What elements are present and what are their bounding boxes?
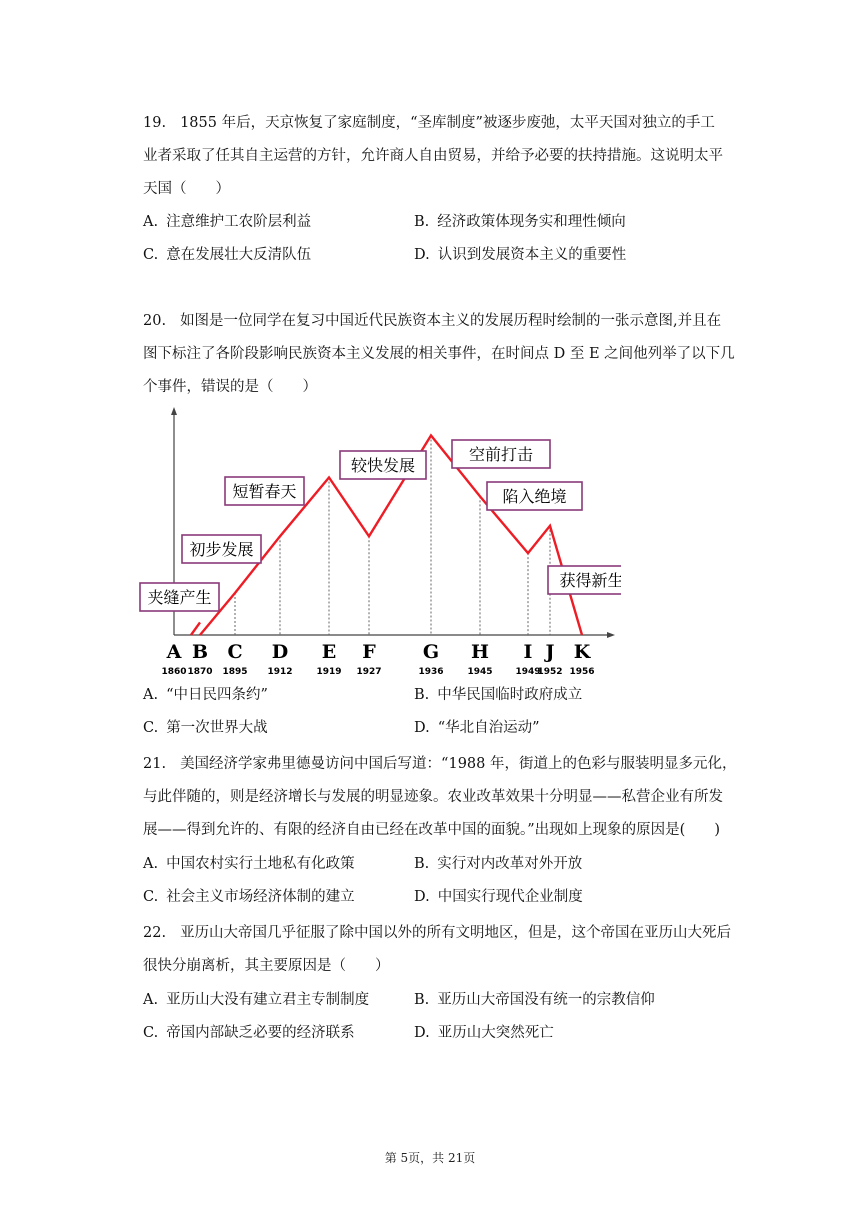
option-a[interactable]: A. 亚历山大没有建立君主专制制度 [143,992,370,1008]
question-22-stem [143,917,753,983]
stage-label: 获得新生 [559,571,621,590]
option-b[interactable]: B. 实行对内改革对外开放 [414,856,583,872]
option-c[interactable]: C. 帝国内部缺乏必要的经济联系 [143,1025,355,1041]
stem-line: 如图是一位同学在复习中国近代民族资本主义的发展历程时绘制的一张示意图,并且在 [180,313,722,329]
point-year: 1870 [187,667,213,677]
stem-line: 图下标注了各阶段影响民族资本主义发展的相关事件，在时间点 D 至 E 之间他列举了以下几 [143,346,735,362]
stage-label: 初步发展 [189,540,254,559]
stem-line: 展——得到允许的、有限的经济自由已经在改革中国的面貌。”出现如上现象的原因是( ) [143,822,720,838]
option-a[interactable]: A. 中国农村实行土地私有化政策 [143,856,355,872]
question-number: 22. [143,925,167,941]
question-21-stem [143,748,753,847]
option-b[interactable]: B. 经济政策体现务实和理性倾向 [414,214,626,230]
stem-line: 很快分崩离析，其主要原因是（ ） [143,958,390,974]
point-letter-I: I [523,641,533,663]
stem-line: 个事件，错误的是（ ） [143,379,317,395]
stem-line: 美国经济学家弗里德曼访问中国后写道：“1988 年，街道上的色彩与服装明显多元化， [180,756,737,772]
chart-svg [139,405,621,680]
stage-label: 较快发展 [350,456,416,475]
question-number: 19. [143,115,167,131]
point-year: 1895 [222,667,248,677]
stem-line: 与此伴随的，则是经济增长与发展的明显迹象。农业改革效果十分明显——私营企业有所发 [143,789,723,805]
option-d[interactable]: D. 亚历山大突然死亡 [414,1025,554,1041]
question-number: 20. [143,313,167,329]
y-axis-arrow [171,407,177,415]
option-c[interactable]: C. 社会主义市场经济体制的建立 [143,889,355,905]
stem-line: 1855 年后，天京恢复了家庭制度，“圣库制度”被逐步废弛，太平天国对独立的手工 [180,115,715,131]
point-letter-E: E [321,641,337,663]
stem-line: 业者采取了任其自主运营的方针，允许商人自由贸易，并给予必要的扶持措施。这说明太平 [143,148,723,164]
question-20-stem [143,305,753,404]
option-d[interactable]: D. 中国实行现代企业制度 [414,889,583,905]
page-footer: 第 5页，共 21页 [384,1151,476,1165]
point-letter-F: F [362,641,376,663]
point-year: 1952 [537,667,563,677]
option-c[interactable]: C. 第一次世界大战 [143,720,268,736]
option-d[interactable]: D. “华北自治运动” [414,720,540,736]
question-20-options [143,679,763,745]
point-letter-J: J [545,641,555,663]
point-year: 1919 [316,667,342,677]
option-c[interactable]: C. 意在发展壮大反清队伍 [143,247,312,263]
question-number: 21. [143,756,167,772]
stem-line: 天国（ ） [143,181,230,197]
point-letter-H: H [471,641,489,663]
option-d[interactable]: D. 认识到发展资本主义的重要性 [414,247,627,263]
point-year: 1912 [267,667,293,677]
question-22-options [143,984,763,1050]
point-letter-C: C [227,641,243,663]
stage-label: 空前打击 [468,445,534,464]
point-letter-B: B [191,641,209,663]
question-19-stem [143,107,753,206]
point-year: 1956 [569,667,595,677]
point-letter-A: A [166,641,182,663]
option-b[interactable]: B. 亚历山大帝国没有统一的宗教信仰 [414,992,655,1008]
point-year: 1949 [515,667,541,677]
option-b[interactable]: B. 中华民国临时政府成立 [414,687,583,703]
option-a[interactable]: A. 注意维护工农阶层利益 [143,214,312,230]
point-letter-K: K [573,641,591,663]
point-letter-D: D [271,641,289,663]
point-letter-G: G [422,641,440,663]
point-year: 1936 [418,667,444,677]
capitalism-development-chart [139,405,621,680]
stage-label: 夹缝产生 [147,588,212,607]
question-21-options [143,848,763,914]
stage-label: 陷入绝境 [502,487,567,506]
point-year: 1945 [467,667,493,677]
option-a[interactable]: A. “中日民四条约” [143,687,268,703]
series-lead-in [191,622,200,635]
x-axis-arrow [607,632,615,638]
question-19-options [143,206,763,272]
stem-line: 亚历山大帝国几乎征服了除中国以外的所有文明地区，但是，这个帝国在亚历山大死后 [180,925,732,941]
point-year: 1927 [356,667,382,677]
point-year: 1860 [161,667,187,677]
stage-label: 短暂春天 [232,482,297,501]
